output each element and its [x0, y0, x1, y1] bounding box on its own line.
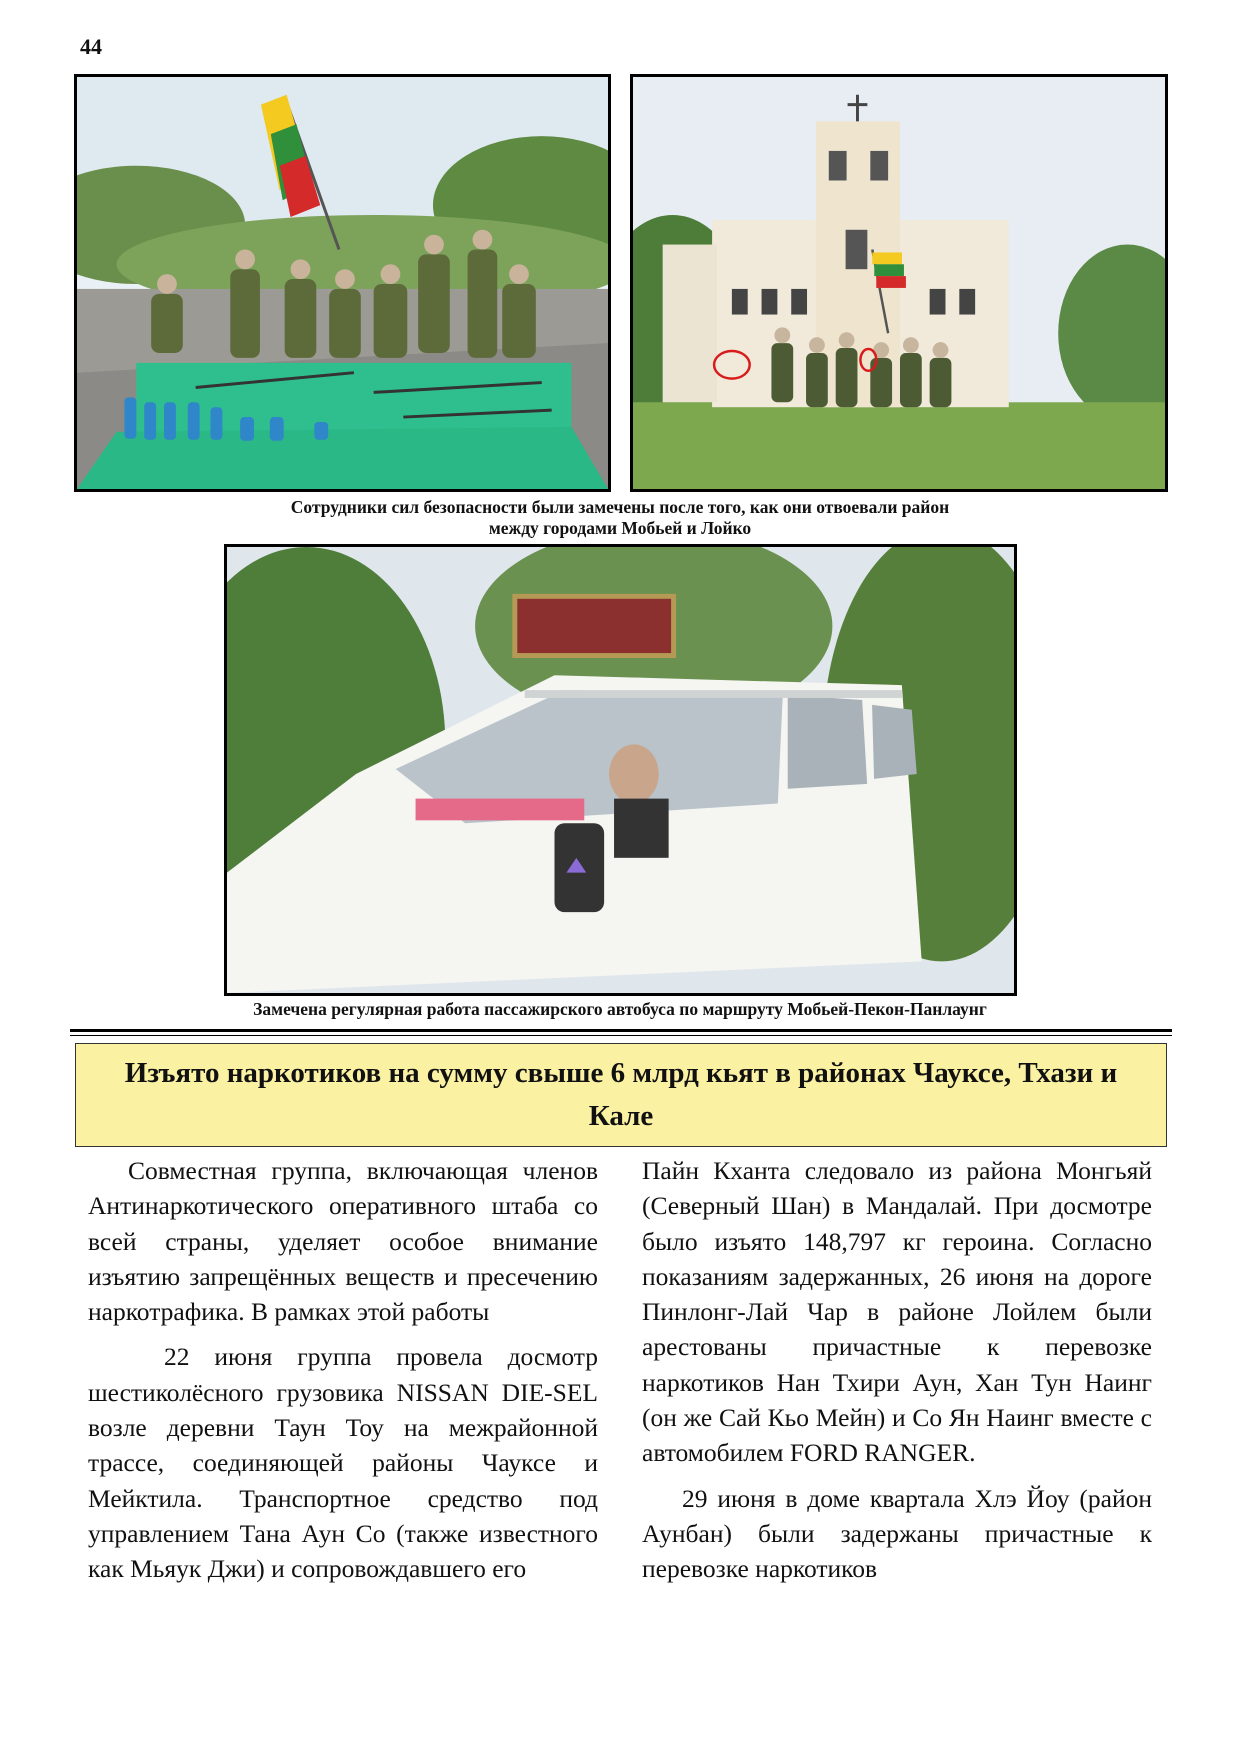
article-headline: Изъято наркотиков на сумму свыше 6 млрд кьят в районах Чауксе, Тхази и Кале	[124, 1057, 1118, 1132]
article-column-left	[88, 1153, 598, 1587]
caption-line: Сотрудники сил безопасности были замечены после того, как они отвоевали район	[290, 497, 950, 517]
soldiers-with-flag-icon	[77, 77, 608, 489]
article-column-right	[642, 1153, 1152, 1587]
article-headline-box	[75, 1043, 1167, 1147]
van-photo-caption: Замечена регулярная работа пассажирского автобуса по маршруту Мобьей-Пекон-Панлаунг	[253, 999, 987, 1019]
van-photo	[224, 544, 1017, 996]
article-paragraph: 29 июня в доме квартала Хлэ Йоу (район Аунбан) были задержаны причастные к перевозке наркотиков	[642, 1483, 1152, 1584]
section-divider	[70, 1029, 1172, 1032]
article-paragraph: Пайн Кханта следовало из района Монгьяй (Северный Шан) в Мандалай. При досмотре было изъято 148,797 кг героина. Согласно показаниям задержанных, 26 июня на дороге Пинлонг-Лай Чар в районе Лойлем были арестованы причастные к перевозке наркотиков Нан Тхири Аун, Хан Тун Наинг (он же Сай Кьо Мейн) и Со Ян Наинг вместе с автомобилем FORD RANGER.	[642, 1156, 1152, 1468]
soldiers-photo	[74, 74, 611, 492]
caption-line: между городами Мобьей и Лойко	[488, 518, 752, 538]
page-number: 44	[80, 34, 102, 59]
passenger-van-icon	[227, 547, 1014, 993]
article-paragraph: Совместная группа, включающая членов Антинаркотического оперативного штаба со всей страны, уделяет особое внимание изъятию запрещённых веществ и пресечению наркотрафика. В рамках этой работы	[88, 1156, 598, 1327]
top-photos-caption	[180, 497, 1060, 539]
section-divider-thin	[70, 1035, 1172, 1036]
church-photo	[630, 74, 1168, 492]
article-paragraph: 22 июня группа провела досмотр шестиколёсного грузовика NISSAN DIE-SEL возле деревни Таун Тоу на межрайонной трассе, соединяющей районы Чауксе и Мейктила. Транспортное средство под управлением Тана Аун Со (также известного как Мьяук Джи) и сопровождавшего его	[88, 1342, 598, 1584]
church-building-icon	[633, 77, 1165, 489]
